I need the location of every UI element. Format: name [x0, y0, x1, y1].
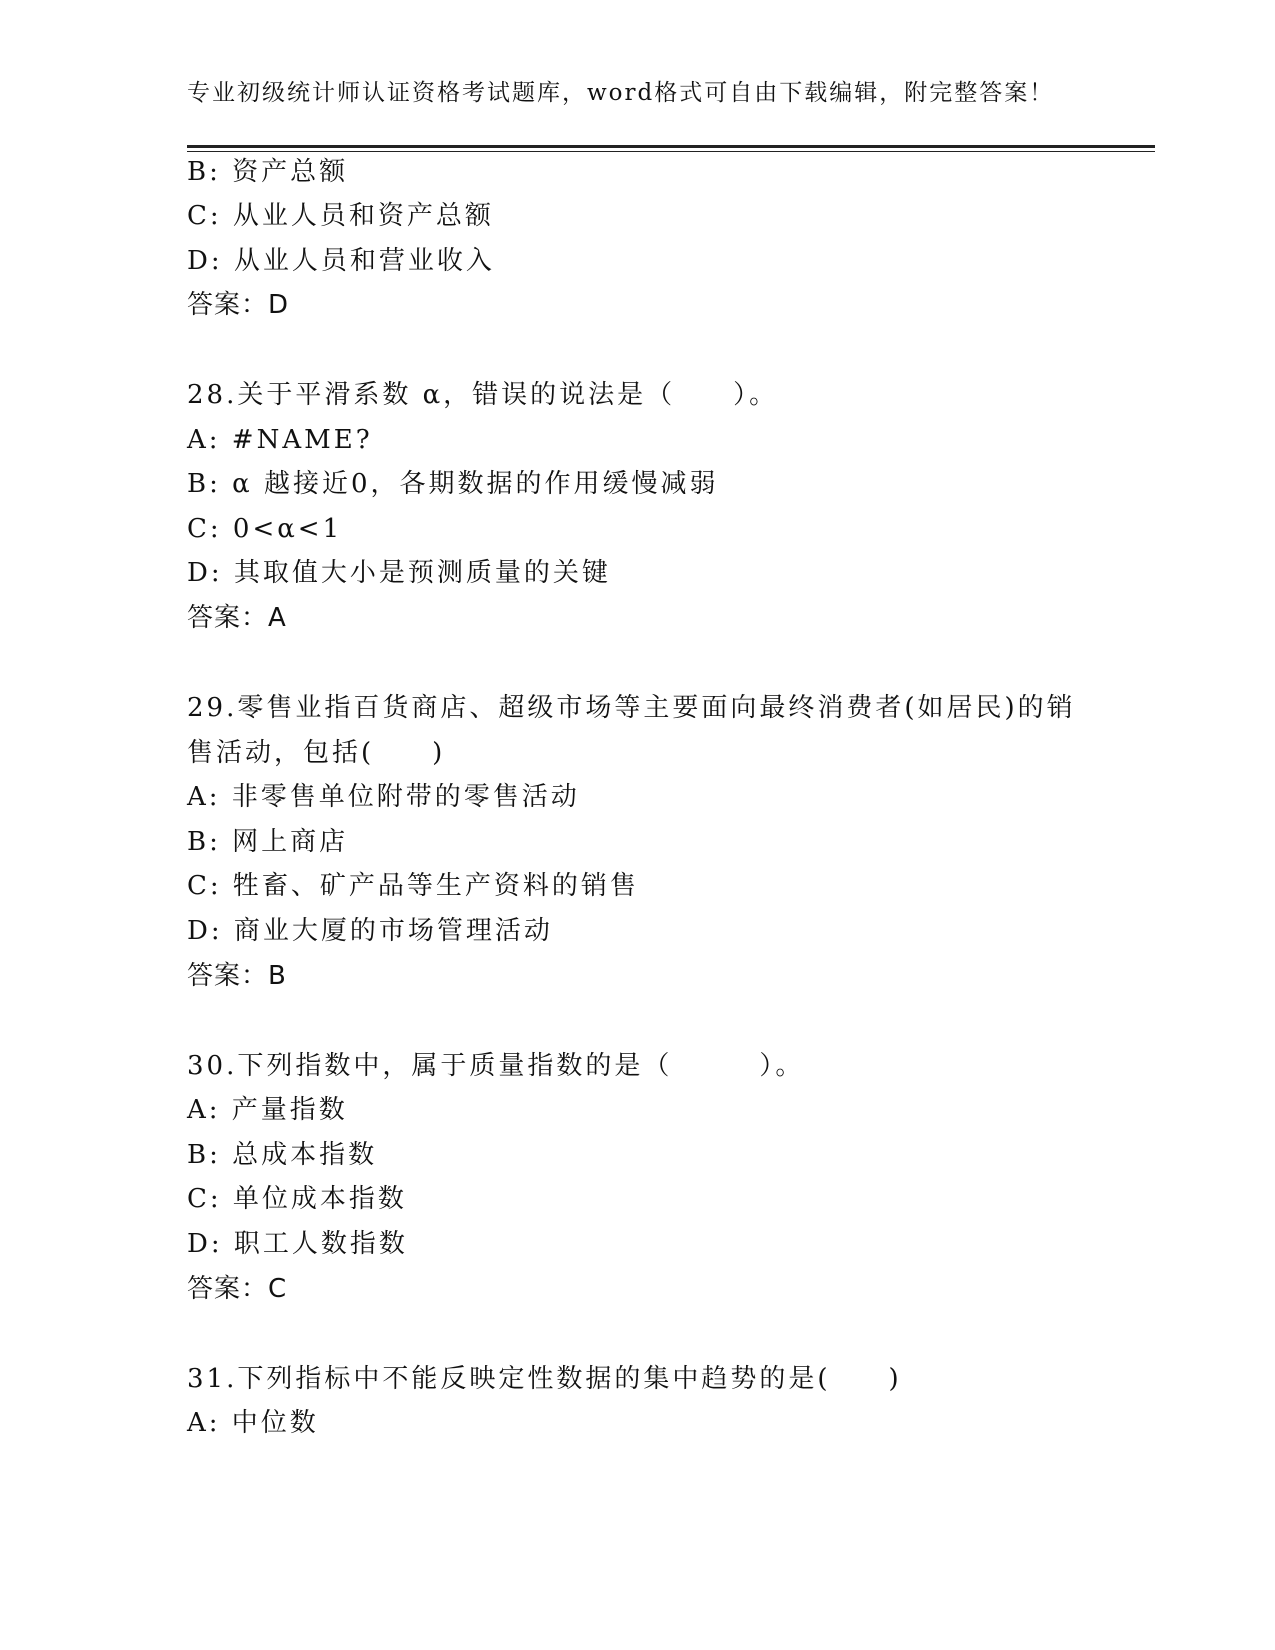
q30-question: 30.下列指数中，属于质量指数的是（ ）。	[187, 1051, 805, 1081]
q30-answer: 答案：C	[187, 1274, 288, 1304]
q28-option-a: A: #NAME?	[187, 425, 373, 455]
q29-option-c: C: 牲畜、矿产品等生产资料的销售	[187, 871, 639, 901]
q29-option-d: D: 商业大厦的市场管理活动	[187, 916, 553, 946]
q29-answer: 答案：B	[187, 961, 287, 991]
q27-answer: 答案：D	[187, 290, 290, 320]
q29-question-line1: 29.零售业指百货商店、超级市场等主要面向最终消费者(如居民)的销	[187, 693, 1076, 723]
q28-option-b: B: α 越接近0，各期数据的作用缓慢减弱	[187, 469, 719, 499]
q29-question-line2: 售活动，包括( )	[187, 738, 446, 768]
q29-option-b: B: 网上商店	[187, 827, 349, 857]
q28-option-c: C: 0<α<1	[187, 514, 343, 544]
q31-question: 31.下列指标中不能反映定性数据的集中趋势的是( )	[187, 1364, 902, 1394]
q29-option-a: A: 非零售单位附带的零售活动	[187, 782, 580, 812]
q28-question: 28.关于平滑系数 α，错误的说法是（ ）。	[187, 380, 779, 410]
q28-option-d: D: 其取值大小是预测质量的关键	[187, 558, 611, 588]
page-header: 专业初级统计师认证资格考试题库，word格式可自由下载编辑，附完整答案！	[187, 80, 1055, 106]
q31-option-a: A: 中位数	[187, 1408, 319, 1438]
q27-option-d: D: 从业人员和营业收入	[187, 246, 495, 276]
q30-option-a: A: 产量指数	[187, 1095, 348, 1125]
q27-option-b: B: 资产总额	[187, 157, 349, 187]
q30-option-b: B: 总成本指数	[187, 1140, 378, 1170]
q30-option-c: C: 单位成本指数	[187, 1184, 407, 1214]
header-divider-thin	[187, 151, 1155, 152]
header-divider-thick	[187, 145, 1155, 148]
q27-option-c: C: 从业人员和资产总额	[187, 201, 494, 231]
q28-answer: 答案：A	[187, 603, 287, 633]
q30-option-d: D: 职工人数指数	[187, 1229, 408, 1259]
